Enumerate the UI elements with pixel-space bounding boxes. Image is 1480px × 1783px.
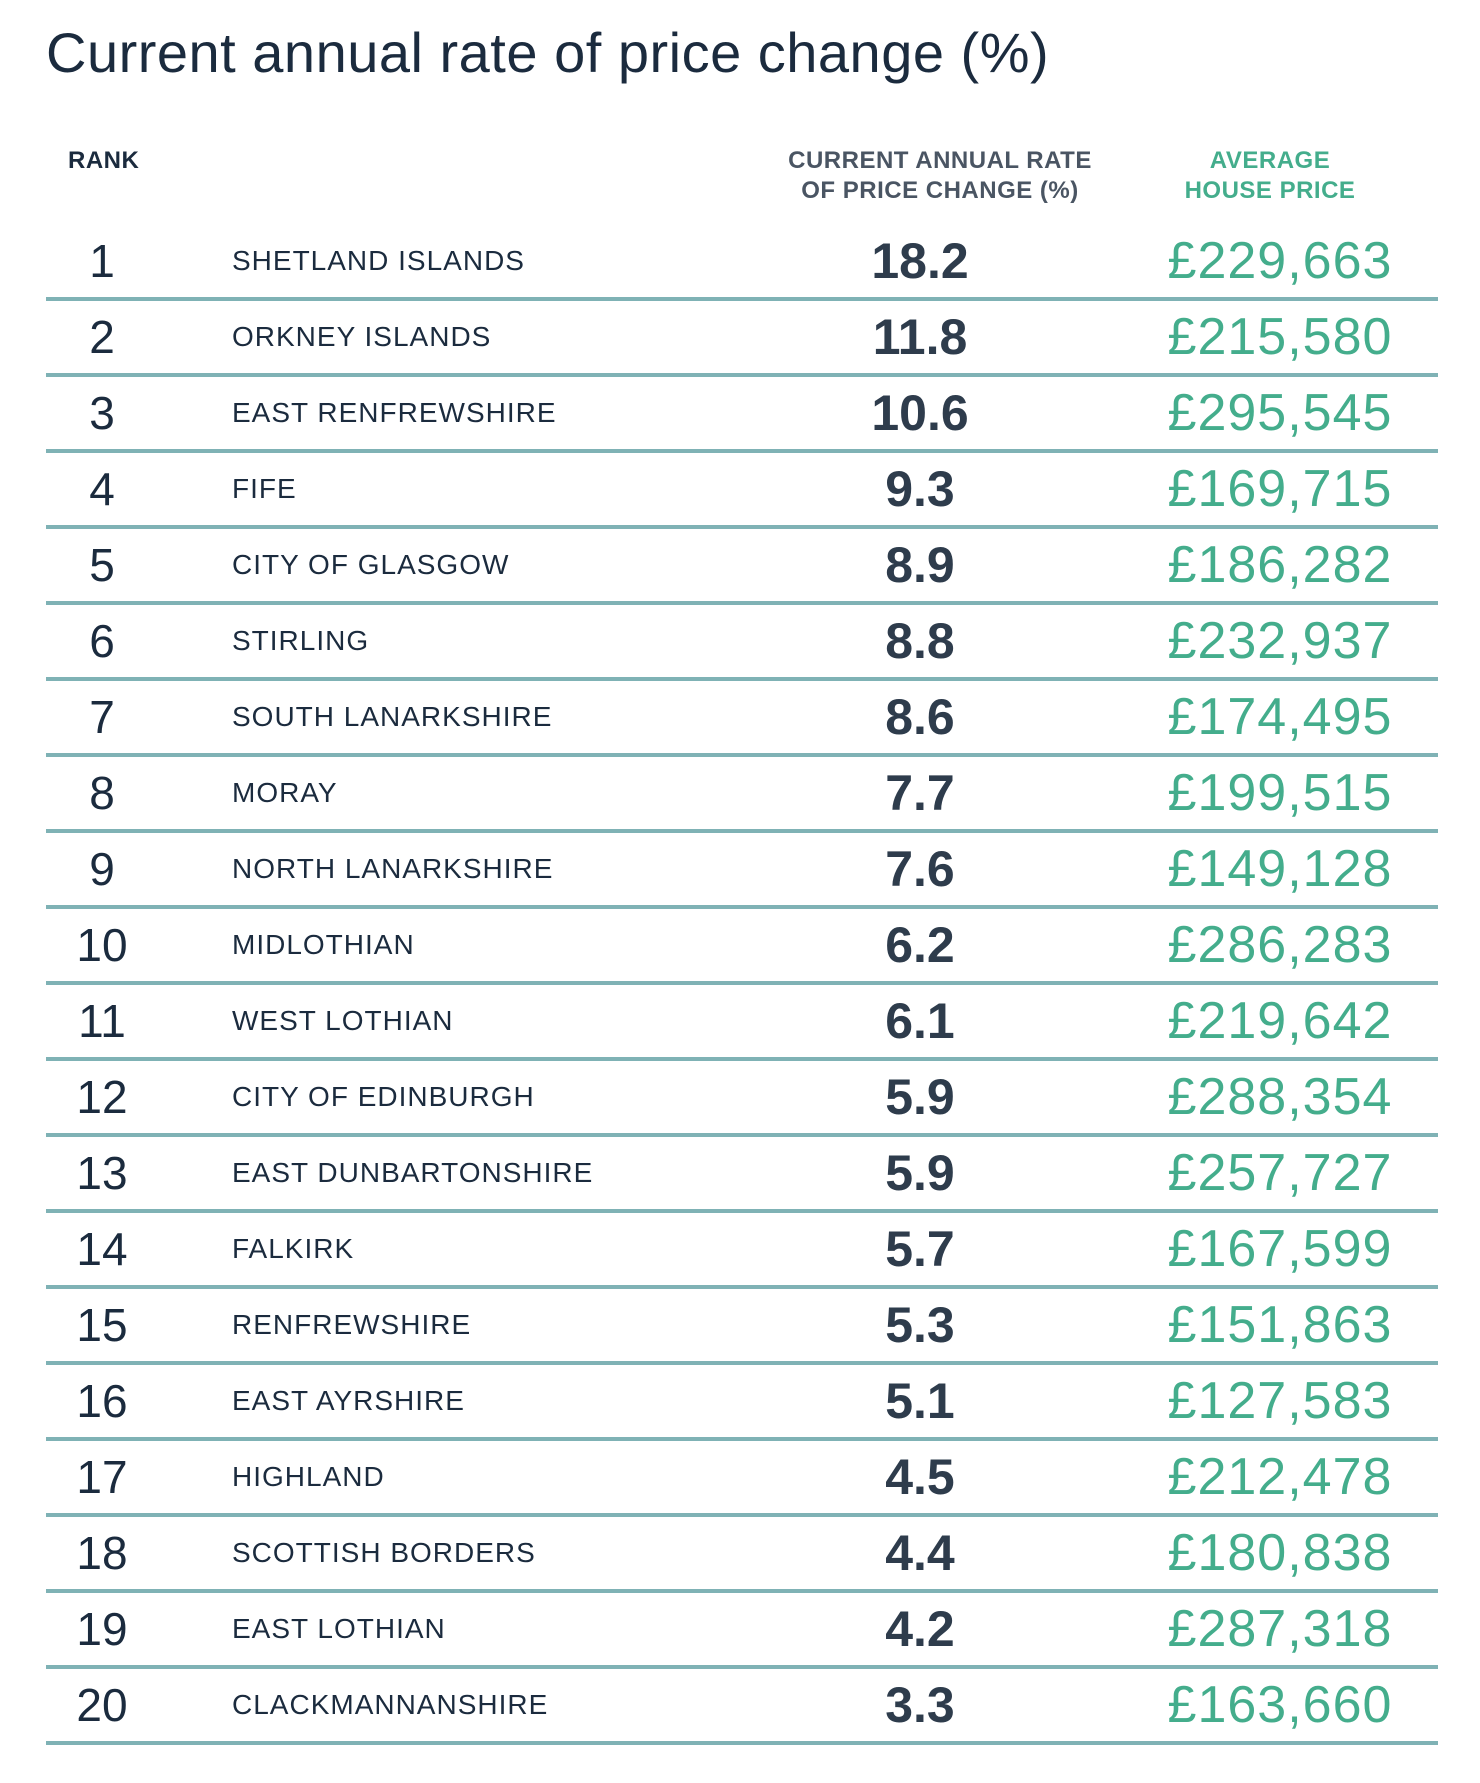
rate-cell: 5.1	[885, 1373, 955, 1429]
area-name-cell: RENFREWSHIRE	[232, 1309, 472, 1340]
rank-cell: 14	[76, 1223, 128, 1275]
area-name-cell: NORTH LANARKSHIRE	[232, 853, 554, 884]
area-name-cell: SHETLAND ISLANDS	[232, 245, 525, 276]
table-row	[46, 453, 1438, 529]
rank-cell: 4	[89, 463, 115, 515]
header-rank: RANK	[68, 147, 140, 174]
rate-cell: 7.6	[885, 841, 955, 897]
rank-cell: 6	[89, 615, 115, 667]
rank-cell: 15	[76, 1299, 128, 1351]
header-rate-line2: OF PRICE CHANGE (%)	[801, 177, 1079, 204]
rank-cell: 19	[76, 1603, 128, 1655]
area-name-cell: SCOTTISH BORDERS	[232, 1537, 536, 1568]
price-cell: £174,495	[1167, 688, 1393, 746]
rank-cell: 10	[76, 919, 128, 971]
price-cell: £219,642	[1167, 992, 1393, 1050]
price-cell: £169,715	[1167, 460, 1393, 518]
rate-cell: 8.6	[885, 689, 955, 745]
rank-cell: 7	[89, 691, 115, 743]
rank-cell: 18	[76, 1527, 128, 1579]
rate-cell: 6.1	[885, 993, 955, 1049]
table-row	[46, 985, 1438, 1061]
table-row	[46, 1289, 1438, 1365]
rank-cell: 9	[89, 843, 115, 895]
table-row	[46, 377, 1438, 453]
rank-cell: 17	[76, 1451, 128, 1503]
rate-cell: 5.9	[885, 1069, 955, 1125]
area-name-cell: HIGHLAND	[232, 1461, 385, 1492]
area-name-cell: CITY OF GLASGOW	[232, 549, 510, 580]
price-cell: £163,660	[1167, 1676, 1393, 1734]
rate-cell: 4.2	[885, 1601, 955, 1657]
table-row	[46, 1137, 1438, 1213]
rank-cell: 12	[76, 1071, 128, 1123]
rate-cell: 10.6	[871, 385, 969, 441]
table-row	[46, 1061, 1438, 1137]
table-row	[46, 1365, 1438, 1441]
header-price-line2: HOUSE PRICE	[1184, 177, 1356, 204]
price-cell: £167,599	[1167, 1220, 1393, 1278]
area-name-cell: EAST RENFREWSHIRE	[232, 397, 557, 428]
area-name-cell: STIRLING	[232, 625, 370, 656]
area-name-cell: MORAY	[232, 777, 338, 808]
table-row	[46, 1517, 1438, 1593]
price-cell: £215,580	[1167, 308, 1393, 366]
rank-cell: 3	[89, 387, 115, 439]
price-cell: £186,282	[1167, 536, 1393, 594]
rank-cell: 1	[89, 235, 115, 287]
table-row	[46, 1593, 1438, 1669]
table-row	[46, 1213, 1438, 1289]
area-name-cell: EAST AYRSHIRE	[232, 1385, 465, 1416]
rate-cell: 9.3	[885, 461, 955, 517]
rate-cell: 7.7	[885, 765, 955, 821]
rate-cell: 11.8	[872, 309, 968, 365]
rank-cell: 5	[89, 539, 115, 591]
header-price	[1150, 146, 1390, 206]
table-row	[46, 529, 1438, 605]
price-cell: £180,838	[1167, 1524, 1393, 1582]
table-row	[46, 757, 1438, 833]
table-row	[46, 301, 1438, 377]
rank-cell: 11	[78, 995, 126, 1047]
area-name-cell: EAST DUNBARTONSHIRE	[232, 1157, 594, 1188]
rank-cell: 20	[76, 1679, 128, 1731]
area-name-cell: SOUTH LANARKSHIRE	[232, 701, 553, 732]
rate-cell: 4.4	[885, 1525, 955, 1581]
area-name-cell: CITY OF EDINBURGH	[232, 1081, 535, 1112]
rate-cell: 8.9	[885, 537, 955, 593]
price-cell: £127,583	[1167, 1372, 1393, 1430]
area-name-cell: EAST LOTHIAN	[232, 1613, 446, 1644]
price-cell: £212,478	[1167, 1448, 1393, 1506]
price-cell: £288,354	[1167, 1068, 1393, 1126]
table-row	[46, 1441, 1438, 1517]
table-row	[46, 1669, 1438, 1745]
rank-cell: 16	[76, 1375, 128, 1427]
header-price-line1: AVERAGE	[1209, 147, 1331, 174]
area-name-cell: WEST LOTHIAN	[232, 1005, 454, 1036]
rate-cell: 4.5	[885, 1449, 955, 1505]
table-row	[46, 225, 1438, 301]
price-cell: £257,727	[1167, 1144, 1393, 1202]
rate-cell: 8.8	[885, 613, 955, 669]
area-name-cell: CLACKMANNANSHIRE	[232, 1689, 549, 1720]
table-row	[46, 681, 1438, 757]
area-name-cell: FIFE	[232, 473, 297, 504]
area-name-cell: FALKIRK	[232, 1233, 355, 1264]
rate-cell: 5.9	[885, 1145, 955, 1201]
page-title: Current annual rate of price change (%)	[46, 21, 1050, 84]
rate-cell: 6.2	[885, 917, 955, 973]
table-body	[46, 225, 1438, 1745]
rate-cell: 5.3	[885, 1297, 955, 1353]
rate-cell: 3.3	[885, 1677, 955, 1733]
rank-cell: 8	[89, 767, 115, 819]
header-rate	[770, 146, 1110, 206]
table-row	[46, 605, 1438, 681]
table-row	[46, 833, 1438, 909]
area-name-cell: ORKNEY ISLANDS	[232, 321, 492, 352]
price-cell: £295,545	[1167, 384, 1393, 442]
price-cell: £232,937	[1167, 612, 1393, 670]
price-cell: £149,128	[1167, 840, 1393, 898]
rank-cell: 2	[89, 311, 115, 363]
rank-cell: 13	[76, 1147, 128, 1199]
price-cell: £151,863	[1167, 1296, 1393, 1354]
area-name-cell: MIDLOTHIAN	[232, 929, 415, 960]
rate-cell: 18.2	[871, 233, 969, 289]
price-cell: £287,318	[1167, 1600, 1393, 1658]
header-rate-line1: CURRENT ANNUAL RATE	[788, 147, 1092, 174]
rate-cell: 5.7	[885, 1221, 955, 1277]
price-cell: £286,283	[1167, 916, 1393, 974]
price-cell: £199,515	[1167, 764, 1393, 822]
table-row	[46, 909, 1438, 985]
price-cell: £229,663	[1167, 232, 1393, 290]
